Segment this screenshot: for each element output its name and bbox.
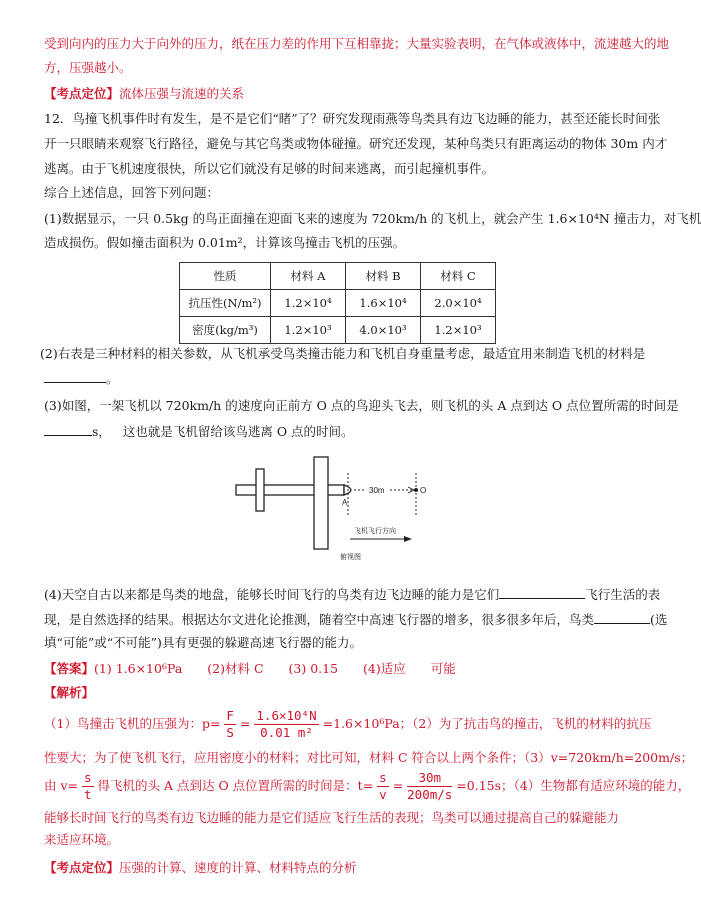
fraction-f-over-s: $\frac{F}{S}$ bbox=[226, 708, 234, 740]
sub-question-4b bbox=[44, 609, 668, 630]
intro-line-1: 受到向内的压力大于向外的压力，纸在压力差的作用下互相靠拢；大量实验表明，在气体或液体中，流速越大的地 bbox=[44, 36, 670, 51]
table-header-cell: 材料 A bbox=[271, 263, 346, 290]
table-cell: 1.2×10³ bbox=[271, 317, 346, 344]
analysis-3-post: =0.15s；（4）生物都有适应环境的能力， bbox=[456, 778, 691, 793]
fraction-s-over-t: $\frac{s}{t}$ bbox=[84, 770, 92, 802]
kaodian-text: 流体压强与流速的关系 bbox=[119, 86, 245, 101]
sub-question-2a: (2)右表是三种材料的相关参数，从飞机承受鸟类撞击能力和飞机自身重量考虑，最适宜用来制造飞机的材料是 bbox=[40, 346, 646, 361]
analysis-line-5: 来适应环境。 bbox=[44, 832, 120, 847]
direction-arrow-icon bbox=[404, 536, 412, 542]
answer-blank-4a[interactable] bbox=[499, 584, 585, 599]
table-cell: 抗压性(N/m²) bbox=[180, 290, 271, 317]
q3-rest: 这也就是飞机留给该鸟逃离 O 点的时间。 bbox=[122, 424, 354, 439]
table-row bbox=[180, 290, 496, 317]
label-direction: 飞机飞行方向 bbox=[354, 527, 396, 535]
kaodian-2-tag: 【考点定位】 bbox=[44, 860, 120, 875]
analysis-3-pre: 由 v= bbox=[44, 778, 79, 793]
question-para-1: 12．鸟撞飞机事件时有发生，是不是它们“睹”了？研究发现雨燕等鸟类具有边飞边睡的能力，甚至还能长时间张 bbox=[44, 111, 661, 126]
airplane-diagram bbox=[234, 455, 474, 565]
equals-sign-2: = bbox=[392, 778, 404, 793]
analysis-line-4: 能够长时间飞行的鸟类有边飞边睡的能力是它们适应飞行生活的表现；鸟类可以通过提高自己的躲避能力 bbox=[44, 810, 620, 825]
diagram-caption: 俯视图 bbox=[340, 553, 361, 561]
question-para-4: 综合上述信息，回答下列问题： bbox=[44, 185, 220, 200]
table-header-cell: 材料 C bbox=[421, 263, 496, 290]
q4b-pre: 现，是自然选择的结果。根据达尔文进化论推测，随着空中高速飞行器的增多，很多很多年后，鸟类 bbox=[44, 612, 595, 627]
sub-question-1a: (1)数据显示，一只 0.5kg 的鸟正面撞在迎面飞来的速度为 720km/h 的飞机上，就会产生 1.6×10⁴N 撞击力，对飞机 bbox=[44, 211, 701, 226]
airplane-icon bbox=[236, 457, 351, 549]
kaodian-tag: 【考点定位】 bbox=[44, 86, 120, 101]
table-cell: 1.2×10⁴ bbox=[271, 290, 346, 317]
sub-question-4c: 填“可能”或“不可能”)具有更强的躲避高速飞行器的能力。 bbox=[44, 635, 362, 650]
intro-line-2: 方，压强越小。 bbox=[44, 60, 132, 75]
label-distance: 30m bbox=[369, 486, 385, 495]
analysis-line-1 bbox=[44, 706, 652, 742]
q4b-post: (选 bbox=[650, 612, 668, 627]
answer-tag: 【答案】 bbox=[44, 661, 95, 676]
sub-question-1b: 造成损伤。假如撞击面积为 0.01m²，计算该鸟撞击飞机的压强。 bbox=[44, 235, 406, 250]
answer-blank-4b[interactable] bbox=[594, 609, 650, 624]
sub-question-4a bbox=[44, 584, 661, 605]
fraction-pressure-value: $\frac{\text{1.6×10⁴N}}{\text{0.01 m²}}$ bbox=[256, 708, 317, 740]
table-header-row bbox=[180, 263, 496, 290]
kaodian-2-text: 压强的计算、速度的计算、材料特点的分析 bbox=[119, 860, 357, 875]
sub-question-3b bbox=[44, 421, 610, 442]
table-cell: 1.6×10⁴ bbox=[346, 290, 421, 317]
table-cell: 4.0×10³ bbox=[346, 317, 421, 344]
answer-line bbox=[44, 659, 610, 679]
q3-unit: s， bbox=[92, 424, 111, 439]
q4a-pre: (4)天空自古以来都是鸟类的地盘，能够长时间飞行的鸟类有边飞边睡的能力是它们 bbox=[44, 587, 500, 602]
answer-blank-3[interactable] bbox=[44, 421, 92, 436]
table-cell: 1.2×10³ bbox=[421, 317, 496, 344]
q2-end-mark: 。 bbox=[106, 371, 119, 386]
kaodian-1 bbox=[44, 84, 610, 104]
sub-question-3a: (3)如图，一架飞机以 720km/h 的速度向正前方 O 点的鸟迎头飞去，则飞机的头 A 点到达 O 点位置所需的时间是 bbox=[44, 398, 679, 413]
question-para-2: 开一只眼睛来观察飞行路径，避免与其它鸟类或物体碰撞。研究还发现，某种鸟类只有距离运动的物体 30m 内才 bbox=[44, 136, 668, 151]
table-row bbox=[180, 317, 496, 344]
fraction-time-value: $\frac{30m}{200m/s}$ bbox=[407, 770, 453, 802]
table-header-cell: 性质 bbox=[180, 263, 271, 290]
analysis-3-mid: 得飞机的头 A 点到达 O 点位置所需的时间是：t= bbox=[97, 778, 374, 793]
answer-text: (1) 1.6×10⁶Pa (2)材料 C (3) 0.15 (4)适应 可能 bbox=[94, 661, 456, 676]
question-para-3: 逃离。由于飞机速度很快，所以它们就没有足够的时间来逃离，而引起撞机事件。 bbox=[44, 161, 495, 176]
analysis-tag: 【解析】 bbox=[44, 685, 95, 700]
table-header-cell: 材料 B bbox=[346, 263, 421, 290]
analysis-line-2: 性要大；为了使飞机飞行，应用密度小的材料；对比可知，材料 C 符合以上两个条件；（3）v=720km/h=200m/s； bbox=[44, 750, 694, 765]
q4a-post: 飞行生活的表 bbox=[585, 587, 661, 602]
equals-sign: = bbox=[239, 716, 251, 731]
analysis-1-pre: （1）鸟撞击飞机的压强为：p= bbox=[44, 716, 221, 731]
analysis-1-post: =1.6×10⁶Pa；（2）为了抗击鸟的撞击，飞机的材料的抗压 bbox=[322, 716, 652, 731]
table-cell: 密度(kg/m³) bbox=[180, 317, 271, 344]
fraction-s-over-v: $\frac{s}{v}$ bbox=[379, 770, 387, 802]
analysis-line-3 bbox=[44, 768, 691, 804]
label-o: O bbox=[420, 486, 427, 495]
materials-table bbox=[179, 262, 496, 344]
answer-blank-2[interactable] bbox=[44, 368, 106, 383]
kaodian-2 bbox=[44, 858, 610, 878]
table-cell: 2.0×10⁴ bbox=[421, 290, 496, 317]
label-a: A bbox=[342, 498, 348, 507]
sub-question-2b bbox=[44, 368, 610, 389]
